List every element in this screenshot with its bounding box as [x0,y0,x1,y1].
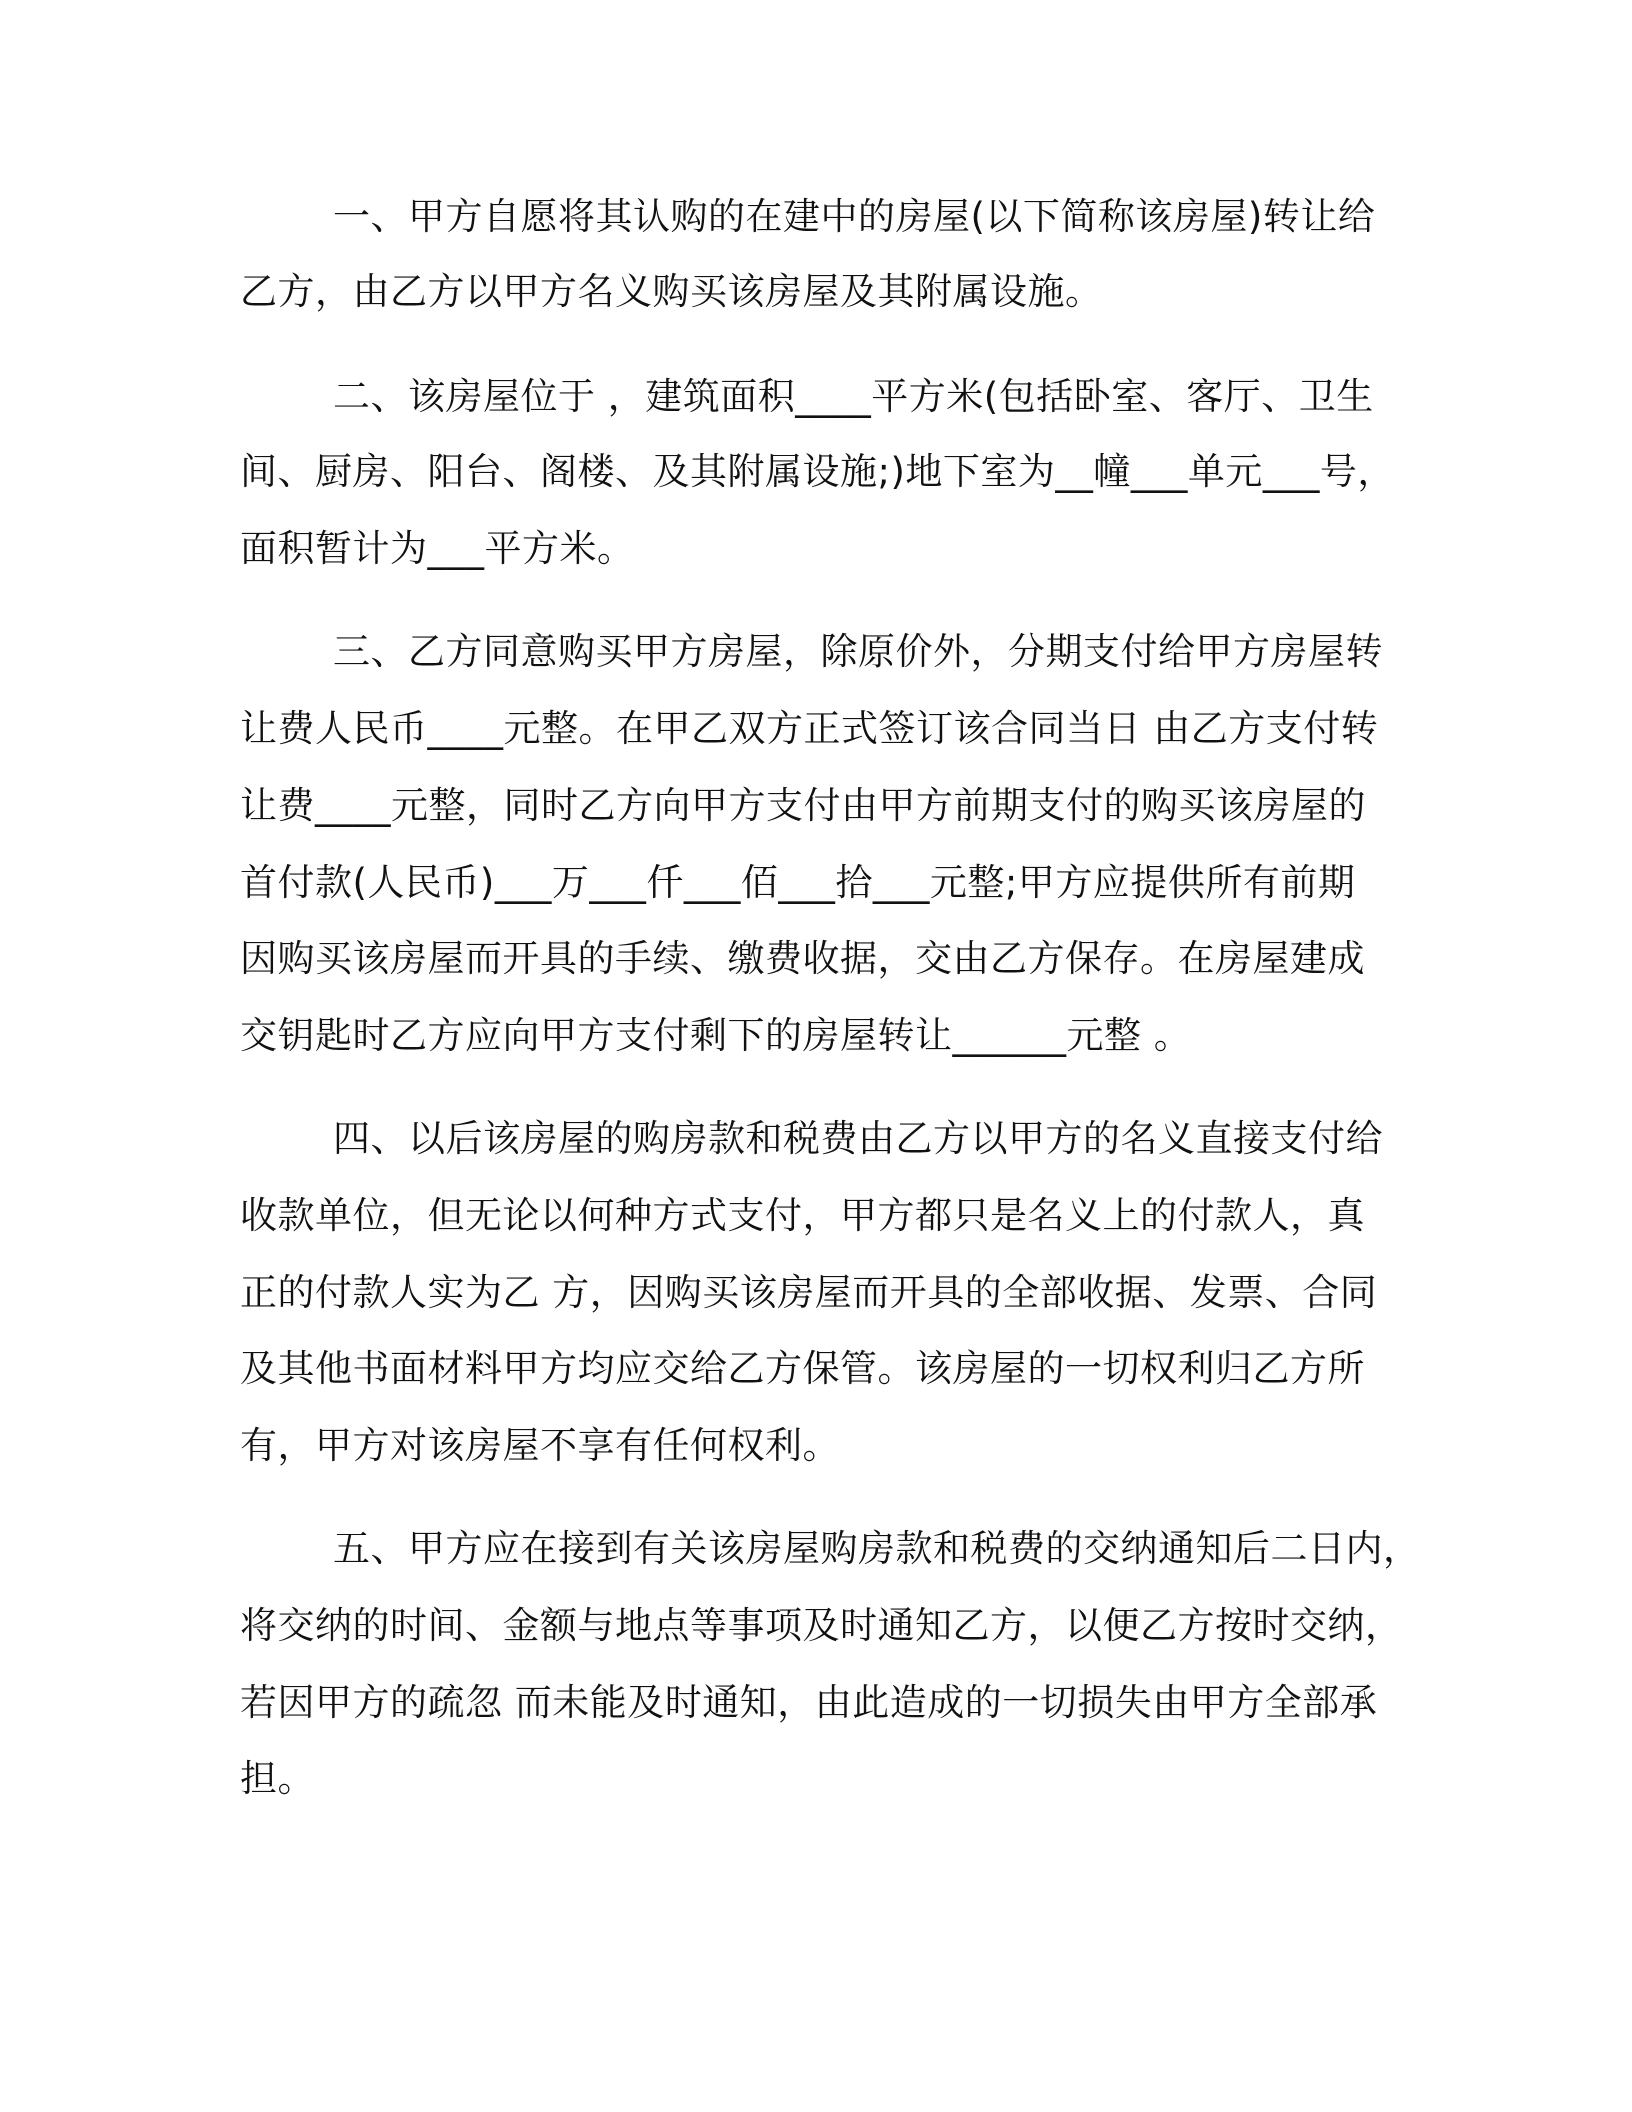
clause-4-line-2: 收款单位，但无论以何种方式支付，甲方都只是名义上的付款人，真 [240,1194,1365,1237]
clause-1-line-2: 乙方，由乙方以甲方名义购买该房屋及其附属设施。 [240,270,1103,313]
clause-3-line-4: 首付款(人民币)___万___仟___佰___拾___元整;甲方应提供所有前期 [240,861,1356,904]
clause-4-line-3: 正的付款人实为乙 方，因购买该房屋而开具的全部收据、发票、合同 [240,1271,1378,1314]
clause-2-line-3: 面积暂计为___平方米。 [240,527,635,570]
clause-5-line-1: 五、甲方应在接到有关该房屋购房款和税费的交纳通知后二日内， [333,1527,1421,1570]
clause-4-line-5: 有，甲方对该房屋不享有任何权利。 [240,1424,840,1467]
clause-3-line-3: 让费____元整，同时乙方向甲方支付由甲方前期支付的购买该房屋的 [240,784,1366,827]
clause-1-line-1: 一、甲方自愿将其认购的在建中的房屋(以下简称该房屋)转让给 [333,195,1376,238]
clause-2-line-2: 间、厨房、阳台、阁楼、及其附属设施;)地下室为__幢___单元___号， [240,450,1395,493]
clause-5-line-3: 若因甲方的疏忽 而未能及时通知，由此造成的一切损失由甲方全部承 [240,1681,1378,1724]
clause-3-line-2: 让费人民币____元整。在甲乙双方正式签订该合同当日 由乙方支付转 [240,707,1379,750]
clause-4-line-4: 及其他书面材料甲方均应交给乙方保管。该房屋的一切权利归乙方所 [240,1347,1365,1390]
clause-3-line-5: 因购买该房屋而开具的手续、缴费收据，交由乙方保存。在房屋建成 [240,937,1365,980]
clause-2-line-1: 二、该房屋位于 ，建筑面积____平方米(包括卧室、客厅、卫生 [333,375,1374,418]
clause-3-line-1: 三、乙方同意购买甲方房屋，除原价外，分期支付给甲方房屋转 [333,630,1383,673]
clause-4-line-1: 四、以后该房屋的购房款和税费由乙方以甲方的名义直接支付给 [333,1117,1383,1160]
clause-3-line-6: 交钥匙时乙方应向甲方支付剩下的房屋转让______元整 。 [240,1014,1192,1057]
clause-5-line-2: 将交纳的时间、金额与地点等事项及时通知乙方，以便乙方按时交纳， [240,1604,1403,1647]
clause-5-line-4: 担。 [240,1757,315,1800]
